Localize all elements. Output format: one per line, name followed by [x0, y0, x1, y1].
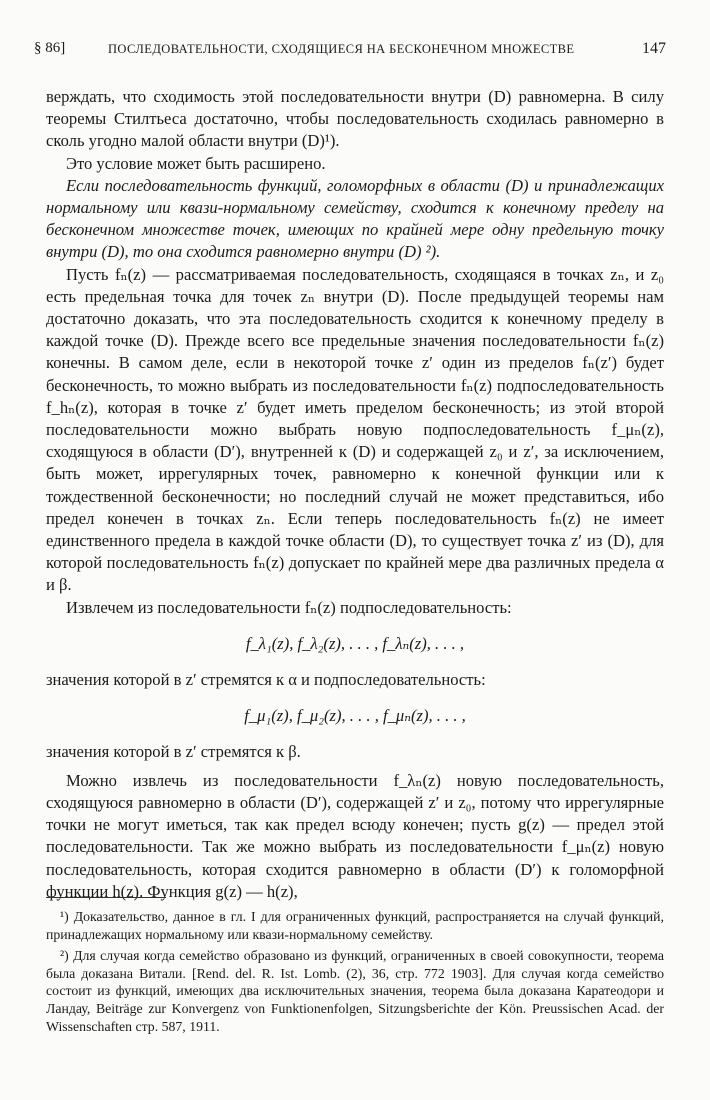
paragraph: Можно извлечь из последовательности f_λₙ(z) новую последовательность, сходящуюся равномерно в области (D′), содержащей z′ и z₀, потому что иррегулярные точки не могут иметься, так как предел всюду конечен; пусть g(z) — предел этой последовательности. Так же можно выбрать из последовательности f_μₙ(z) новую последовательность, которая сходится равномерно в области (D′) к голоморфной функции h(z). Функция g(z) — h(z),	[46, 770, 664, 901]
footnotes	[46, 908, 664, 1039]
paragraph: значения которой в z′ стремятся к α и подпоследовательность:	[46, 670, 486, 690]
section-number: § 86]	[34, 40, 66, 56]
running-title: ПОСЛЕДОВАТЕЛЬНОСТИ, СХОДЯЩИЕСЯ НА БЕСКОНЕЧНОМ МНОЖЕСТВЕ	[108, 42, 575, 56]
footnote-2: ²) Для случая когда семейство образовано из функций, ограниченных в своей совокупности, теорема была доказана Витали. [Rend. del. R. Ist. Lomb. (2), 36, стр. 772 1903]. Для случая когда семейство состоит из функций, имеющих два исключительных значения, теорема была доказана Каратеодори и Ландау, Beiträge zur Konvergenz von Funktionenfolgen, Sitzungsberichte der Kön. Preussischen Acad. der Wissenschaften стр. 587, 1911.	[46, 948, 664, 1034]
paragraph: Это условие может быть расширено.	[66, 153, 326, 173]
footnote-1: ¹) Доказательство, данное в гл. I для ограниченных функций, распространяется на случай функций, принадлежащих нормальному или квази-нормальному семейству.	[46, 909, 664, 942]
footnote-divider	[46, 897, 166, 898]
paragraph-continuation: верждать, что сходимость этой последовательности внутри (D) равномерна. В силу теоремы Стилтьеса достаточно, чтобы последовательность сходилась равномерно в сколь угодно малой области внутри (D)¹).	[46, 87, 664, 151]
proof-paragraph: Пусть fₙ(z) — рассматриваемая последовательность, сходящаяся в точках zₙ, и z₀ есть предельная точка для точек zₙ внутри (D). После предыдущей теоремы нам достаточно доказать, что эта последовательность сходится к конечному пределу в каждой точке (D). Прежде всего все предельные значения последовательности fₙ(z) конечны. В самом деле, если в некоторой точке z′ один из пределов fₙ(z′) будет бесконечность, то можно выбрать из последовательности fₙ(z) подпоследовательность f_hₙ(z), которая в точке z′ будет иметь пределом бесконечность; из этой второй последовательности можно выбрать новую подпоследовательность f_μₙ(z), сходящуюся в области (D′), внутренней к (D) и содержащей z₀ и z′, за исключением, быть может, иррегулярных точек, равномерно к конечной функции или к тождественной бесконечности; но последний случай не может представиться, ибо предел конечен в точках zₙ. Если теперь последовательность fₙ(z) не имеет единственного предела в каждой точке области (D), то существует точка z′ из (D), для которой последовательность fₙ(z) допускает по крайней мере два различных предела α и β.	[46, 264, 664, 595]
theorem-statement: Если последовательность функций, голоморфных в области (D) и принадлежащих нормальному или квази-нормальному семейству, сходится к конечному пределу на бесконечном множестве точек, имеющих по крайней мере одну предельную точку внутри (D), то она сходится равномерно внутри (D) ²).	[46, 175, 664, 262]
page-number: 147	[642, 40, 666, 57]
equation-subsequence-lambda: f_λ₁(z), f_λ₂(z), . . . , f_λₙ(z), . . . ,	[245, 633, 465, 653]
main-text	[46, 86, 664, 903]
running-header	[34, 40, 666, 68]
paragraph: Извлечем из последовательности fₙ(z) подпоследовательность:	[66, 597, 512, 617]
paragraph: значения которой в z′ стремятся к β.	[46, 742, 301, 762]
equation-subsequence-mu: f_μ₁(z), f_μ₂(z), . . . , f_μₙ(z), . . . ,	[244, 706, 466, 726]
